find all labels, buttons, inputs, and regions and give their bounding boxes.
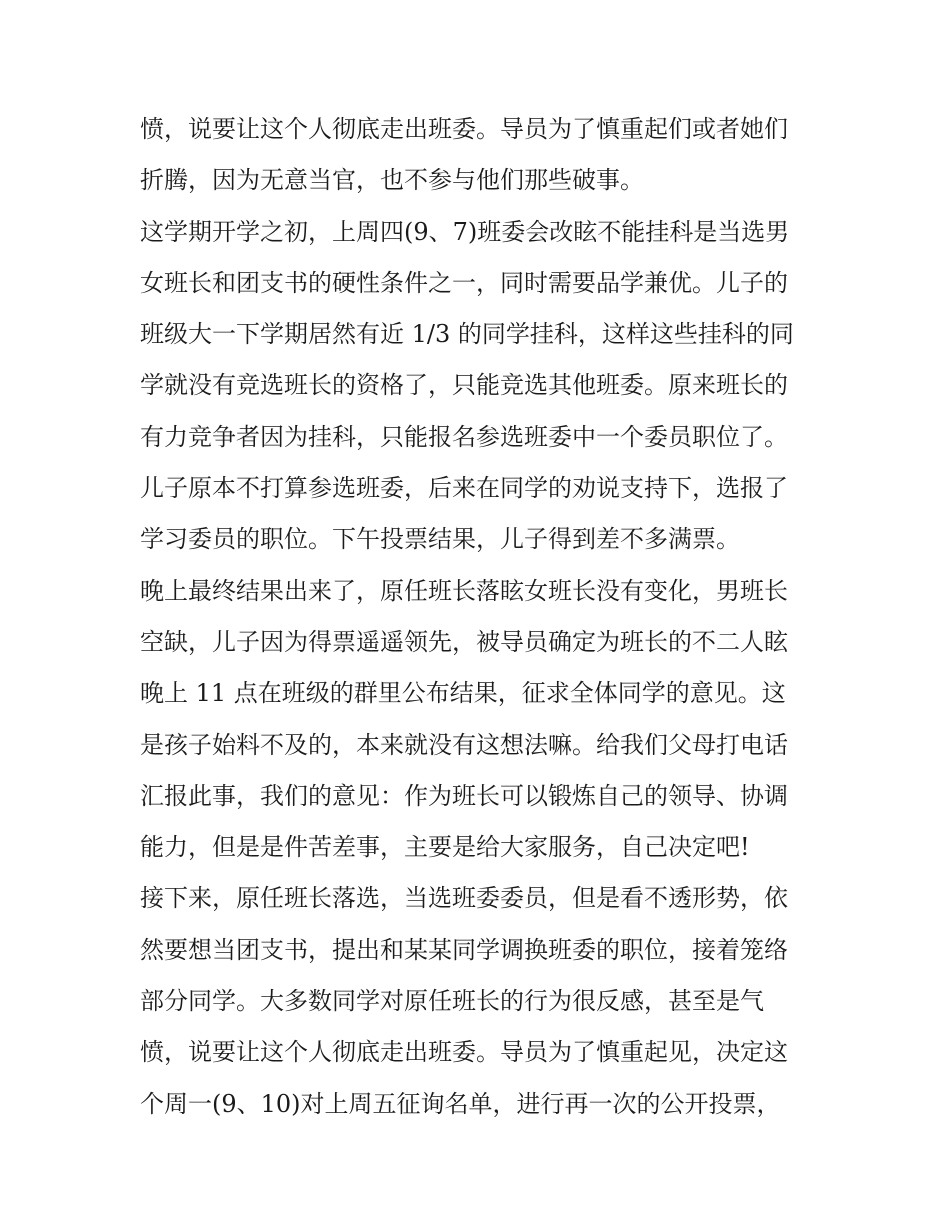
text-line: 学就没有竞选班长的资格了，只能竞选其他班委。原来班长的 (140, 371, 788, 400)
text-line: 汇报此事，我们的意见：作为班长可以锻炼自己的领导、协调 (140, 781, 788, 810)
text-line: 晚上 11 点在班级的群里公布结果，征求全体同学的意见。这 (140, 679, 786, 708)
text-line: 折腾，因为无意当官，也不参与他们那些破事。 (140, 166, 644, 195)
text-line: 愤，说要让这个人彻底走出班委。导员为了慎重起见，决定这 (140, 1038, 788, 1067)
text-line: 部分同学。大多数同学对原任班长的行为很反感，甚至是气 (140, 987, 764, 1016)
text-line: 有力竞争者因为挂科，只能报名参选班委中一个委员职位了。 (140, 422, 788, 451)
text-line: 班级大一下学期居然有近 1/3 的同学挂科，这样这些挂科的同 (140, 320, 794, 349)
document-body (140, 104, 830, 1130)
text-line: 然要想当团支书，提出和某某同学调换班委的职位，接着笼络 (140, 935, 788, 964)
text-line: 这学期开学之初，上周四(9、7)班委会改眩不能挂科是当选男 (140, 217, 790, 246)
text-line: 是孩子始料不及的，本来就没有这想法嘛。给我们父母打电话 (140, 730, 788, 759)
text-line: 愤，说要让这个人彻底走出班委。导员为了慎重起们或者她们 (140, 115, 788, 143)
text-line: 接下来，原任班长落选，当选班委委员，但是看不透形势，依 (140, 884, 788, 913)
text-line: 晚上最终结果出来了，原任班长落眩女班长没有变化，男班长 (140, 576, 788, 605)
text-line: 空缺，儿子因为得票遥遥领先，被导员确定为班长的不二人眩 (140, 627, 788, 656)
text-line: 个周一(9、10)对上周五征询名单，进行再一次的公开投票， (140, 1089, 781, 1118)
text-line: 能力，但是是件苦差事，主要是给大家服务，自己决定吧! (140, 833, 750, 862)
text-line: 儿子原本不打算参选班委，后来在同学的劝说支持下，选报了 (140, 474, 788, 503)
text-line: 学习委员的职位。下午投票结果，儿子得到差不多满票。 (140, 525, 740, 554)
text-line: 女班长和团支书的硬性条件之一，同时需要品学兼优。儿子的 (140, 268, 788, 297)
